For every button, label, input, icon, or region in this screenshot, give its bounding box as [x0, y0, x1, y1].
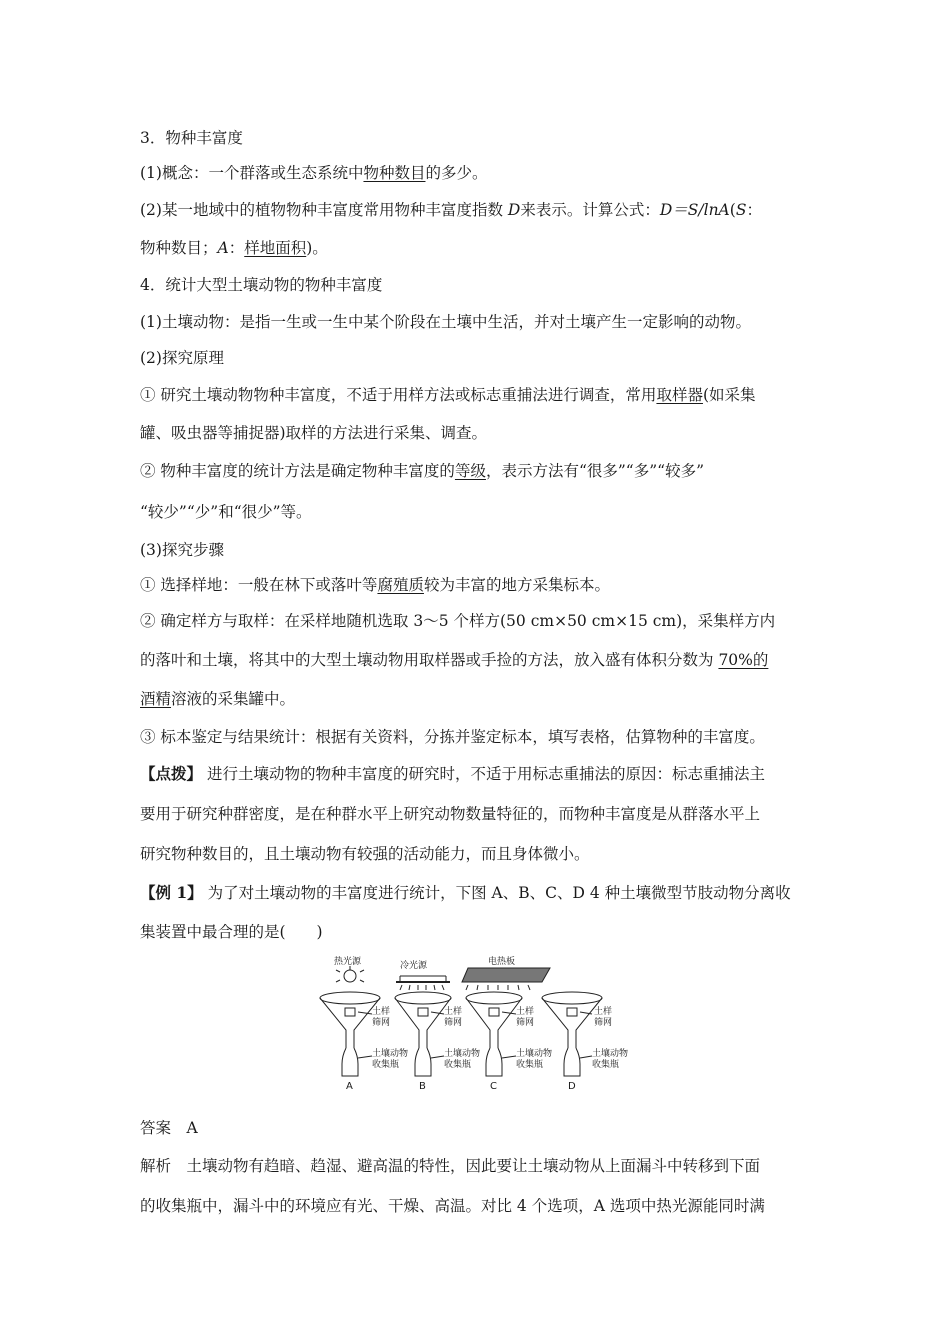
area-underlined: 样地面积	[244, 239, 307, 257]
funnel-a	[320, 992, 380, 1076]
label-bottle-b-1: 土壤动物	[444, 1049, 481, 1059]
concept-text-end: 的多少。	[425, 164, 488, 182]
analysis-line-2: 的收集瓶中，漏斗中的环境应有光、干燥、高温。对比 4 个选项，A 选项中热光源能同时满	[140, 1197, 765, 1215]
step-2-text-end: 溶液的采集罐中。	[171, 690, 296, 708]
answer-label: 答案	[140, 1119, 172, 1137]
principle-2-text-end: ，表示方法有“很多”“多”“较多”	[485, 462, 704, 480]
answer-value: A	[186, 1119, 198, 1137]
label-sieve-c: 筛网	[516, 1018, 535, 1028]
heater-plate-icon	[462, 968, 550, 982]
label-bottle-a-1: 土壤动物	[372, 1049, 409, 1059]
label-bottle-b-2: 收集瓶	[444, 1060, 472, 1070]
principle-1-line-2: 罐、吸虫器等捕捉器)取样的方法进行采集、调查。	[140, 424, 488, 442]
principle-1-text: ① 研究土壤动物物种丰富度，不适于用样方法或标志重捕法进行调查，常用	[140, 386, 657, 404]
index-text-3: 物种数目；	[140, 239, 218, 257]
alcohol-underlined-1: 70%的	[718, 651, 769, 669]
label-bottle-c-2: 收集瓶	[516, 1060, 544, 1070]
funnel-c	[466, 992, 522, 1076]
tip-line-1	[140, 763, 765, 785]
steps-heading: (3)探究步骤	[140, 541, 224, 559]
letter-c: C	[490, 1081, 497, 1092]
letter-d: D	[568, 1081, 576, 1092]
label-bottle-a-2: 收集瓶	[372, 1060, 400, 1070]
letter-a: A	[346, 1081, 353, 1092]
label-cold-source: 冷光源	[400, 961, 428, 971]
index-symbol-s: S	[735, 201, 747, 219]
label-bottle-d-1: 土壤动物	[592, 1049, 629, 1059]
label-soil-d: 土样	[594, 1007, 613, 1017]
index-symbol-d: D	[507, 201, 521, 219]
label-bottle-c-1: 土壤动物	[516, 1049, 553, 1059]
concept-text: (1)概念：一个群落或生态系统中	[140, 164, 364, 182]
label-sieve-a: 筛网	[372, 1018, 391, 1028]
principle-2-text: ② 物种丰富度的统计方法是确定物种丰富度的	[140, 462, 455, 480]
step-2-line-2	[140, 649, 768, 671]
tip-line-3: 研究物种数目的，且土壤动物有较强的活动能力，而且身体微小。	[140, 845, 590, 863]
colon: ：	[746, 201, 762, 219]
principle-heading: (2)探究原理	[140, 349, 224, 367]
concept-underlined: 物种数目	[363, 164, 426, 182]
grade-underlined: 等级	[454, 462, 486, 480]
heat-bulb-icon	[344, 970, 356, 982]
step-1-text-end: 较为丰富的地方采集标本。	[423, 576, 610, 594]
label-heater: 电热板	[488, 957, 516, 967]
label-sieve-b: 筛网	[444, 1018, 463, 1028]
index-line-1	[140, 199, 762, 221]
analysis-line-1	[140, 1155, 760, 1177]
letter-b: B	[419, 1081, 426, 1092]
label-soil-c: 土样	[516, 1007, 535, 1017]
step-1	[140, 574, 610, 596]
label-sieve-d: 筛网	[594, 1018, 613, 1028]
step-2-line-1: ② 确定样方与取样：在采样地随机选取 3～5 个样方(50 cm×50 cm×15 cm)，采集样方内	[140, 612, 776, 630]
analysis-text-1: 土壤动物有趋暗、趋湿、避高温的特性，因此要让土壤动物从上面漏斗中转移到下面	[186, 1157, 761, 1175]
paren-close: )。	[306, 239, 328, 257]
step-1-text: ① 选择样地：一般在林下或落叶等	[140, 576, 378, 594]
formula: D＝S/lnA	[659, 201, 730, 219]
index-line-2	[140, 237, 328, 259]
answer-line	[140, 1117, 198, 1139]
label-soil-a: 土样	[372, 1007, 391, 1017]
index-text-2: 来表示。计算公式：	[520, 201, 660, 219]
principle-1-text-end: (如采集	[702, 386, 756, 404]
step-3: ③ 标本鉴定与结果统计：根据有关资料，分拣并鉴定标本，填写表格，估算物种的丰富度。	[140, 728, 765, 746]
tip-label: 【点拨】	[140, 764, 203, 783]
index-text: (2)某一地域中的植物物种丰富度常用物种丰富度指数	[140, 201, 508, 219]
principle-1-line-1	[140, 384, 756, 406]
section-4-heading: 4．统计大型土壤动物的物种丰富度	[140, 276, 383, 294]
step-2-line-3	[140, 688, 295, 710]
concept-line	[140, 162, 488, 184]
sampler-underlined: 取样器	[656, 386, 703, 404]
principle-2-line-2: “较少”“少”和“很少”等。	[140, 503, 312, 521]
alcohol-underlined-2: 酒精	[140, 690, 172, 708]
paren-open: (	[729, 201, 736, 219]
label-soil-b: 土样	[444, 1007, 463, 1017]
example-text-1: 为了对土壤动物的丰富度进行统计，下图 A、B、C、D 4 种土壤微型节肢动物分离收	[202, 884, 791, 902]
tip-line-2: 要用于研究种群密度，是在种群水平上研究动物数量特征的，而物种丰富度是从群落水平上	[140, 805, 761, 823]
colon-2: ：	[228, 239, 245, 257]
funnel-b	[395, 992, 451, 1076]
tip-text-1: 进行土壤动物的物种丰富度的研究时，不适于用标志重捕法的原因：标志重捕法主	[202, 765, 765, 783]
humus-underlined: 腐殖质	[377, 576, 424, 594]
soil-animal-definition: (1)土壤动物：是指一生或一生中某个阶段在土壤中生活，并对土壤产生一定影响的动物。	[140, 313, 751, 331]
funnel-apparatus-figure	[318, 952, 640, 1092]
example-label: 【例 1】	[140, 883, 203, 902]
section-3-heading: 3．物种丰富度	[140, 129, 243, 147]
example-line-1	[140, 882, 791, 904]
label-bottle-d-2: 收集瓶	[592, 1060, 620, 1070]
example-line-2: 集装置中最合理的是( )	[140, 923, 323, 941]
index-symbol-a: A	[217, 239, 229, 257]
label-heat-source: 热光源	[334, 957, 362, 967]
analysis-label: 解析	[140, 1157, 172, 1175]
principle-2-line-1	[140, 460, 704, 482]
step-2-text: 的落叶和土壤，将其中的大型土壤动物用取样器或手捡的方法，放入盛有体积分数为	[140, 651, 719, 669]
